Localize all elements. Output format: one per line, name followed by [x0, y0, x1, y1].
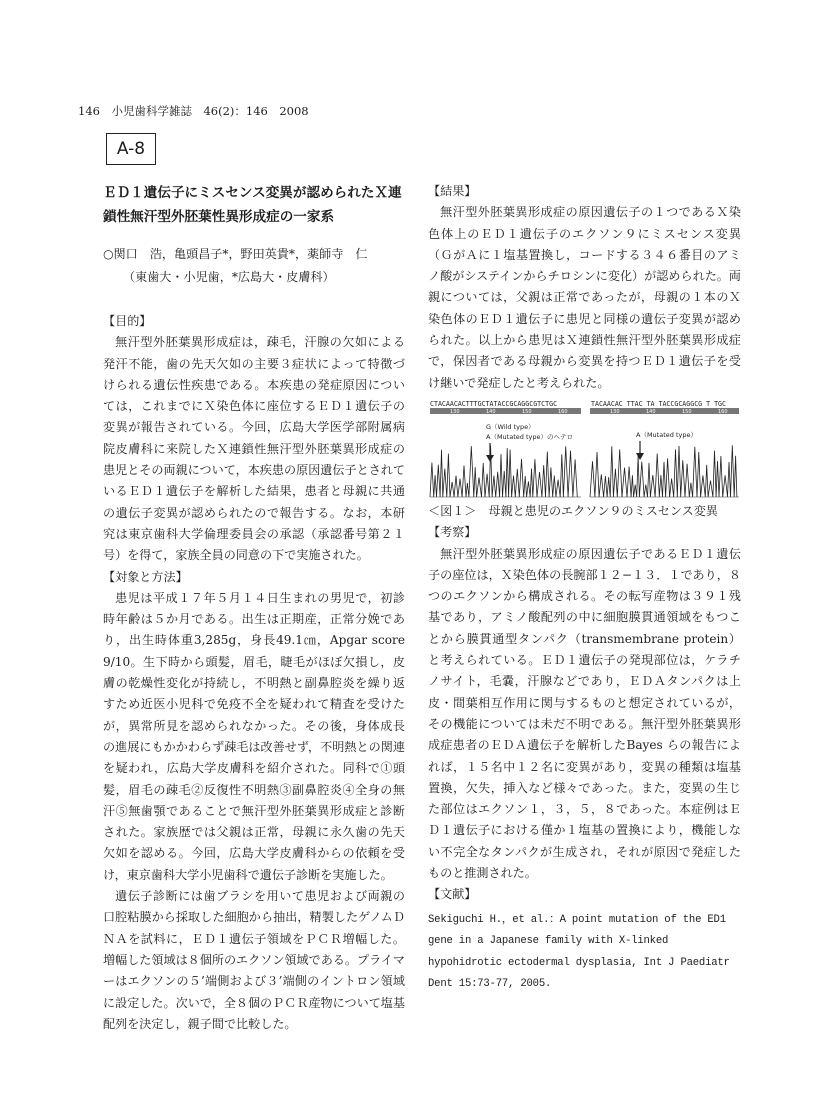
ruler-tick: 150: [522, 408, 532, 415]
abstract-code-box: A-8: [106, 133, 156, 165]
references-heading: 【文献】: [428, 887, 477, 902]
label-wild-type: G（Wild type）: [486, 422, 535, 431]
methods-paragraph-2: 遺伝子診断には歯ブラシを用いて患児および両親の口腔粘膜から採取した細胞から抽出，精製したゲノムＤＮＡを試料に，ＥＤ１遺伝子領域をＰＣＲ増幅した。増幅した領域は８個所のエクソン領域である。プライマーはエクソンの５’端側および３’端側のイントロン領域に設定した。次いで，全８個のＰＣＲ産物について塩基配列を決定し，親子間で比較した。: [103, 889, 405, 1031]
label-mutated: A（Mutated type）: [636, 430, 697, 439]
chromatogram-trace-left: [430, 446, 577, 497]
ruler-tick: 130: [450, 408, 460, 415]
reference-entry: Sekiguchi H.，et al.：A point mutation of the ED1 gene in a Japanese family with X-linked hypohidrotic ectodermal dysplasia, Int J Paediatr Dent 15:73-77, 2005.: [428, 913, 730, 991]
discussion-heading: 【考察】: [428, 525, 477, 540]
affiliation: （東歯大・小児歯，*広島大・皮膚科）: [123, 270, 335, 284]
figure-caption: ＜図１＞ 母親と患児のエクソン９のミスセンス変異: [428, 503, 718, 518]
ruler-tick: 130: [610, 408, 620, 415]
ruler-tick: 150: [682, 408, 692, 415]
ruler-tick: 160: [558, 408, 568, 415]
right-column: [428, 181, 741, 996]
left-column: [103, 181, 405, 1035]
author-list: ○関口 浩，亀頭昌子*，野田英貴*，薬師寺 仁: [103, 247, 368, 261]
ruler-tick: 160: [718, 408, 728, 415]
methods-paragraph-1: 患児は平成１７年５月１４日生まれの男児で，初診時年齢は５か月である。出生は正期産，正常分娩であり，出生時体重3,285g，身長49.1㎝，Apgar score 9/10。生下時から頭髪，眉毛，睫毛がほぼ欠損し，皮膚の乾燥性変化が持続し，不明熱と副鼻腔炎を繰り返すため近医小児科で免疫不全を疑われて精査を受けたが，異常所見を認められなかった。その後，身体成長の進展にもかかわらず疎毛は改善せず，不明熱との関連を疑われ，広島大学皮膚科を紹介された。同科で①頭髪，眉毛の疎毛②反復性不明熱③副鼻腔炎④全身の無汗⑤無歯顎であることで無汗型外胚葉異形成症と診断された。家族歴では父親は正常，母親に永久歯の先天欠如を認める。今回，広島大学皮膚科からの依頼を受け，東京歯科大学小児歯科で遺伝子診断を実施した。: [103, 590, 405, 882]
results-heading: 【結果】: [428, 184, 477, 198]
arrow-right-head: [636, 453, 644, 460]
objective-heading: 【目的】: [103, 314, 152, 328]
results-text: 無汗型外胚葉異形成症の原因遺伝子の１つであるＸ染色体上のＥＤ１遺伝子のエクソン９にミスセンス変異（ＧがＡに１塩基置換し，コードする３４６番目のアミノ酸がシステインからチロシンに変化）が認められた。両親については，父親は正常であったが，母親の１本のＸ染色体のＥＤ１遺伝子に患児と同様の遺伝子変異が認められた。以上から患児はＸ連鎖性無汗型外胚葉異形成症で，保因者である母親から変異を持つＥＤ１遺伝子を受け継いで発症したと考えられた。: [428, 205, 741, 390]
ruler-tick: 140: [486, 408, 496, 415]
article-title: ＥＤ１遺伝子にミスセンス変異が認められたＸ連鎖性無汗型外胚葉性異形成症の一家系: [103, 185, 402, 225]
discussion-text: 無汗型外胚葉異形成症の原因遺伝子であるＥＤ１遺伝子の座位は，Ｘ染色体の長腕部１２−１３．１であり，８つのエクソンから構成される。その転写産物は３９１残基であり，アミノ酸配列の中に細胞膜貫通領域をもつことから膜貫通型タンパク（transmembrane protein）と考えられている。ＥＤ１遺伝子の発現部位は，ケラチノサイト，毛嚢，汗腺などであり，ＥＤＡタンパクは上皮・間葉相互作用に関与するものと想定されているが，その機能については未だ不明である。無汗型外胚葉異形成症患者のＥＤＡ遺伝子を解析したBayes らの報告によれば，１５名中１２名に変異があり，変異の種類は塩基置換，欠失，挿入など様々であった。また，変異の生じた部位はエクソン１，３，５，８であった。本症例はＥＤ１遺伝子における僅か１塩基の置換により，機能しない不完全なタンパクが生成され，それが原因で発症したものと推測された。: [428, 546, 741, 881]
running-head: 146 小児歯科学雑誌 46(2)：146 2008: [78, 104, 309, 118]
objective-text: 無汗型外胚葉異形成症は，疎毛，汗腺の欠如による発汗不能，歯の先天欠如の主要３症状によって特徴づけられる遺伝性疾患である。本疾患の発症原因については，これまでにＸ染色体に座位するＥＤ１遺伝子の変異が報告されている。今回，広島大学医学部附属病院皮膚科に来院したＸ連鎖性無汗型外胚葉異形成症の患児とその両親について，本疾患の原因遺伝子とされているＥＤ１遺伝子を解析した結果，患者と母親に共通の遺伝子変異が認められたので報告する。なお，本研究は東京歯科大学倫理委員会の承認（承認番号第２１号）を得て，家族全員の同意の下で実施された。: [103, 335, 405, 563]
chromatogram-svg: [428, 397, 741, 499]
sequence-left: CTACAACACTTTGCTATACCGCAGGCGTCTGC: [430, 399, 558, 408]
chromatogram-trace-right: [590, 445, 737, 497]
methods-heading: 【対象と方法】: [103, 569, 188, 584]
chromatogram-figure: [428, 397, 741, 499]
sequence-right: TACAACAC TTAC TA TACCGCAGGCG T TGC: [591, 399, 726, 408]
ruler-tick: 140: [646, 408, 656, 415]
label-mutated-hetero: A（Mutated type）のヘテロ: [486, 432, 573, 441]
